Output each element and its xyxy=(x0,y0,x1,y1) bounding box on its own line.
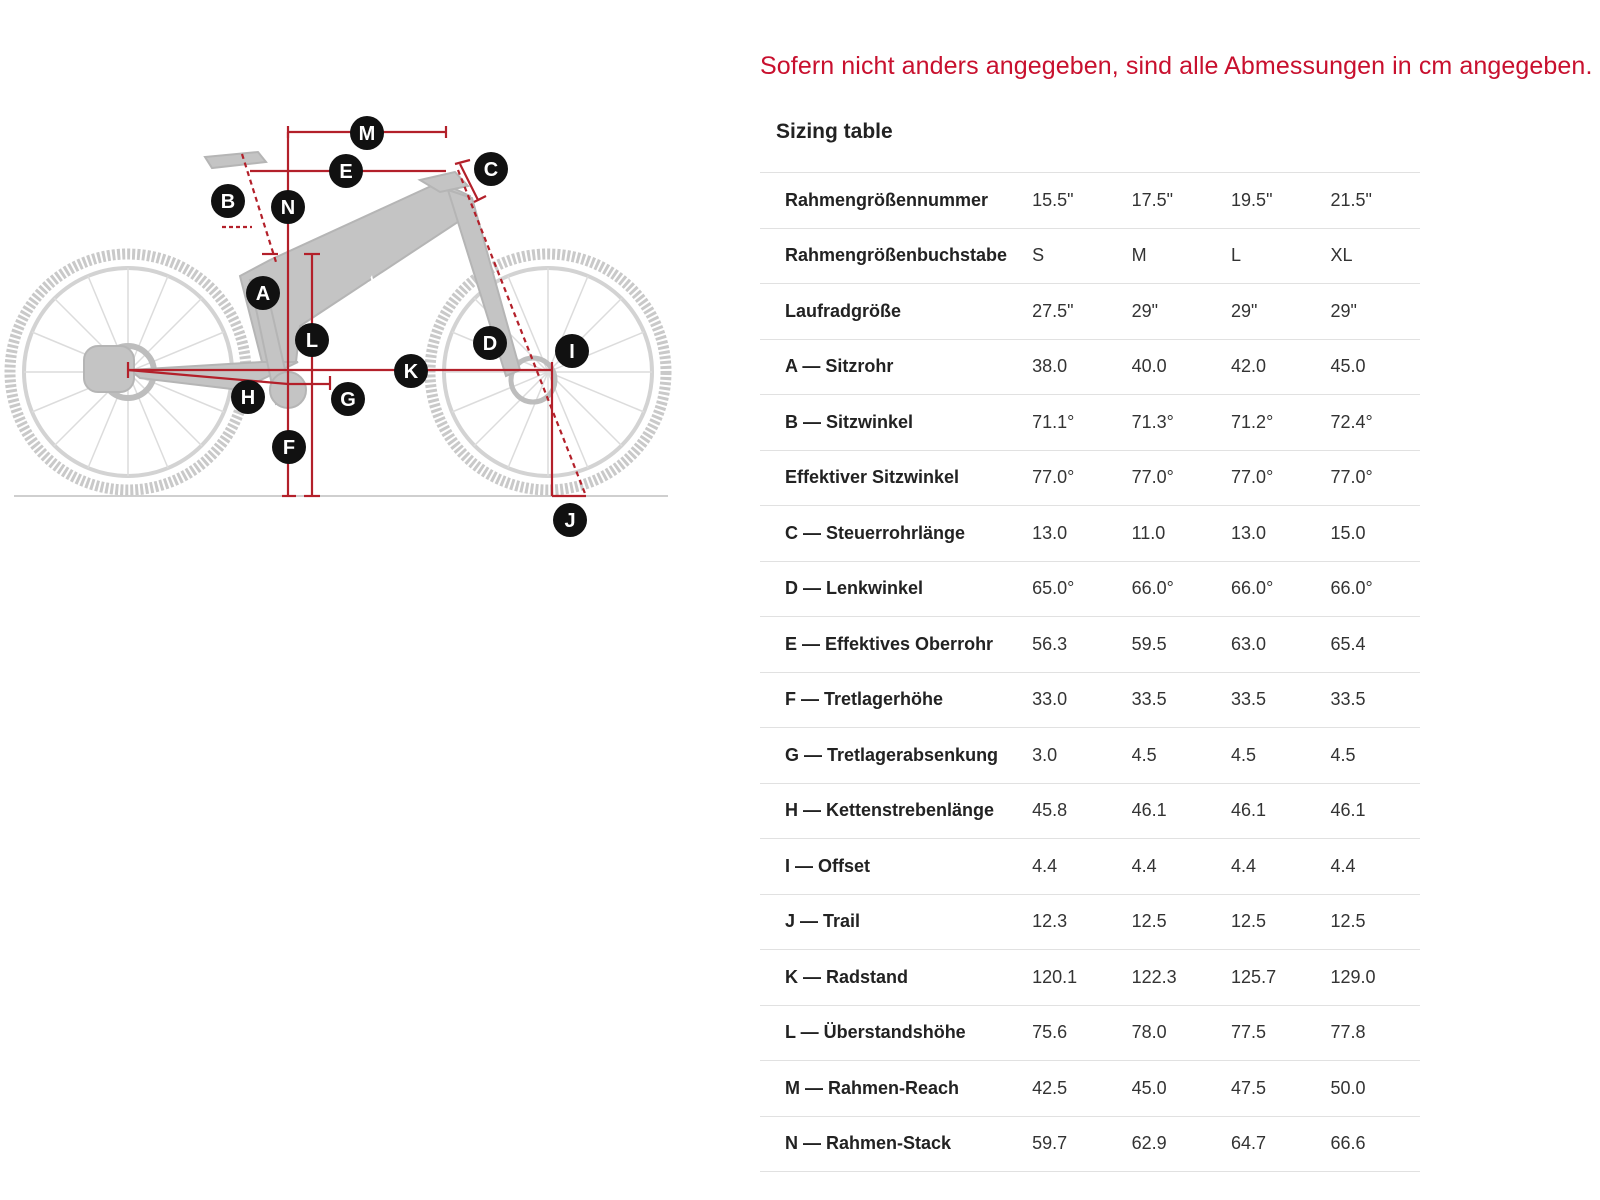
table-cell: 129.0 xyxy=(1321,950,1421,1006)
svg-text:E: E xyxy=(339,161,353,183)
table-cell: 77.0° xyxy=(1122,450,1221,506)
row-label: J — Trail xyxy=(760,894,1022,950)
table-cell: 71.1° xyxy=(1022,395,1121,451)
table-cell: XL xyxy=(1321,228,1421,284)
table-cell: 4.4 xyxy=(1022,839,1121,895)
table-cell: 78.0 xyxy=(1122,1005,1221,1061)
marker-D xyxy=(473,326,507,360)
table-cell: 27.5" xyxy=(1022,284,1121,340)
marker-G xyxy=(331,382,365,416)
svg-text:L: L xyxy=(305,330,319,352)
marker-H xyxy=(231,380,265,414)
table-cell: 77.0° xyxy=(1022,450,1121,506)
row-label: B — Sitzwinkel xyxy=(760,395,1022,451)
marker-C xyxy=(474,152,508,186)
table-cell: 122.3 xyxy=(1122,950,1221,1006)
marker-L xyxy=(295,323,329,357)
table-row xyxy=(760,561,1420,617)
table-cell: 19.5" xyxy=(1221,173,1320,229)
marker-J xyxy=(553,503,587,537)
row-label: C — Steuerrohrlänge xyxy=(760,506,1022,562)
table-cell: 33.5 xyxy=(1321,672,1421,728)
table-cell: 15.5" xyxy=(1022,173,1121,229)
table-row xyxy=(760,506,1420,562)
table-cell: 77.5 xyxy=(1221,1005,1320,1061)
units-notice: Sofern nicht anders angegeben, sind alle Abmessungen in cm angegeben. xyxy=(760,52,1593,80)
row-label: H — Kettenstrebenlänge xyxy=(760,783,1022,839)
svg-text:J: J xyxy=(564,510,576,532)
table-cell: 13.0 xyxy=(1022,506,1121,562)
row-label: F — Tretlagerhöhe xyxy=(760,672,1022,728)
marker-N xyxy=(271,190,305,224)
table-cell: 4.4 xyxy=(1321,839,1421,895)
table-cell: 45.8 xyxy=(1022,783,1121,839)
table-row xyxy=(760,839,1420,895)
svg-text:G: G xyxy=(340,389,356,411)
front-wheel xyxy=(430,254,666,490)
svg-text:A: A xyxy=(255,283,271,305)
marker-A xyxy=(246,276,280,310)
sizing-table-title: Sizing table xyxy=(776,120,893,143)
table-row xyxy=(760,617,1420,673)
table-cell: 15.0 xyxy=(1321,506,1421,562)
table-cell: 4.4 xyxy=(1122,839,1221,895)
svg-text:M: M xyxy=(358,123,376,145)
table-cell: L xyxy=(1221,228,1320,284)
row-label: G — Tretlagerabsenkung xyxy=(760,728,1022,784)
table-cell: 65.0° xyxy=(1022,561,1121,617)
table-cell: 50.0 xyxy=(1321,1061,1421,1117)
table-cell: 125.7 xyxy=(1221,950,1320,1006)
table-cell: 46.1 xyxy=(1221,783,1320,839)
row-label: D — Lenkwinkel xyxy=(760,561,1022,617)
svg-text:N: N xyxy=(280,197,296,219)
table-row xyxy=(760,1005,1420,1061)
table-cell: 45.0 xyxy=(1321,339,1421,395)
table-cell: 46.1 xyxy=(1122,783,1221,839)
sizing-table-body xyxy=(760,173,1420,1172)
svg-text:C: C xyxy=(483,159,499,181)
table-cell: 120.1 xyxy=(1022,950,1121,1006)
row-label: N — Rahmen-Stack xyxy=(760,1116,1022,1172)
table-cell: 45.0 xyxy=(1122,1061,1221,1117)
svg-text:B: B xyxy=(220,191,236,213)
table-cell: 47.5 xyxy=(1221,1061,1320,1117)
table-row xyxy=(760,672,1420,728)
table-cell: 38.0 xyxy=(1022,339,1121,395)
table-cell: 75.6 xyxy=(1022,1005,1121,1061)
sizing-table-section xyxy=(760,112,1420,1172)
svg-text:D: D xyxy=(482,333,498,355)
table-cell: 17.5" xyxy=(1122,173,1221,229)
table-cell: 77.0° xyxy=(1221,450,1320,506)
table-row xyxy=(760,228,1420,284)
table-cell: 63.0 xyxy=(1221,617,1320,673)
table-cell: S xyxy=(1022,228,1121,284)
table-cell: 29" xyxy=(1122,284,1221,340)
bike-geometry-svg xyxy=(0,100,700,560)
row-label: Rahmengrößennummer xyxy=(760,173,1022,229)
table-cell: 12.5 xyxy=(1122,894,1221,950)
svg-text:I: I xyxy=(569,341,575,363)
table-cell: 4.5 xyxy=(1221,728,1320,784)
table-cell: 21.5" xyxy=(1321,173,1421,229)
row-label: Rahmengrößenbuchstabe xyxy=(760,228,1022,284)
table-row xyxy=(760,339,1420,395)
table-cell: 3.0 xyxy=(1022,728,1121,784)
table-cell: 42.5 xyxy=(1022,1061,1121,1117)
svg-text:F: F xyxy=(282,437,296,459)
table-cell: 12.3 xyxy=(1022,894,1121,950)
table-row xyxy=(760,450,1420,506)
table-cell: 66.0° xyxy=(1122,561,1221,617)
table-cell: 66.6 xyxy=(1321,1116,1421,1172)
table-cell: 71.2° xyxy=(1221,395,1320,451)
marker-B xyxy=(211,184,245,218)
table-cell: 59.7 xyxy=(1022,1116,1121,1172)
svg-text:K: K xyxy=(403,361,419,383)
table-cell: 66.0° xyxy=(1321,561,1421,617)
table-row xyxy=(760,783,1420,839)
table-cell: 11.0 xyxy=(1122,506,1221,562)
marker-I xyxy=(555,334,589,368)
table-cell: 33.5 xyxy=(1221,672,1320,728)
row-label: I — Offset xyxy=(760,839,1022,895)
table-cell: 12.5 xyxy=(1221,894,1320,950)
marker-F xyxy=(272,430,306,464)
table-row xyxy=(760,284,1420,340)
table-row xyxy=(760,1116,1420,1172)
marker-E xyxy=(329,154,363,188)
table-cell: 59.5 xyxy=(1122,617,1221,673)
table-cell: 66.0° xyxy=(1221,561,1320,617)
table-cell: 29" xyxy=(1221,284,1320,340)
table-cell: 77.8 xyxy=(1321,1005,1421,1061)
table-cell: 4.5 xyxy=(1122,728,1221,784)
table-cell: 29" xyxy=(1321,284,1421,340)
row-label: E — Effektives Oberrohr xyxy=(760,617,1022,673)
table-cell: 33.0 xyxy=(1022,672,1121,728)
row-label: K — Radstand xyxy=(760,950,1022,1006)
table-cell: 62.9 xyxy=(1122,1116,1221,1172)
bike-geometry-diagram xyxy=(0,100,700,560)
table-cell: 56.3 xyxy=(1022,617,1121,673)
table-row xyxy=(760,395,1420,451)
row-label: M — Rahmen-Reach xyxy=(760,1061,1022,1117)
table-cell: 40.0 xyxy=(1122,339,1221,395)
table-row xyxy=(760,894,1420,950)
row-label: Laufradgröße xyxy=(760,284,1022,340)
sizing-table xyxy=(760,172,1420,1172)
table-cell: 64.7 xyxy=(1221,1116,1320,1172)
marker-K xyxy=(394,354,428,388)
table-cell: M xyxy=(1122,228,1221,284)
table-cell: 13.0 xyxy=(1221,506,1320,562)
table-cell: 12.5 xyxy=(1321,894,1421,950)
table-cell: 46.1 xyxy=(1321,783,1421,839)
table-cell: 4.5 xyxy=(1321,728,1421,784)
table-cell: 65.4 xyxy=(1321,617,1421,673)
table-cell: 4.4 xyxy=(1221,839,1320,895)
table-cell: 72.4° xyxy=(1321,395,1421,451)
table-cell: 42.0 xyxy=(1221,339,1320,395)
row-label: Effektiver Sitzwinkel xyxy=(760,450,1022,506)
svg-text:H: H xyxy=(240,387,256,409)
table-row xyxy=(760,1061,1420,1117)
table-cell: 33.5 xyxy=(1122,672,1221,728)
table-cell: 71.3° xyxy=(1122,395,1221,451)
row-label: A — Sitzrohr xyxy=(760,339,1022,395)
frame-logo: TREK xyxy=(348,273,386,320)
table-cell: 77.0° xyxy=(1321,450,1421,506)
row-label: L — Überstandshöhe xyxy=(760,1005,1022,1061)
table-row xyxy=(760,950,1420,1006)
table-row xyxy=(760,173,1420,229)
table-row xyxy=(760,728,1420,784)
marker-M xyxy=(350,116,384,150)
